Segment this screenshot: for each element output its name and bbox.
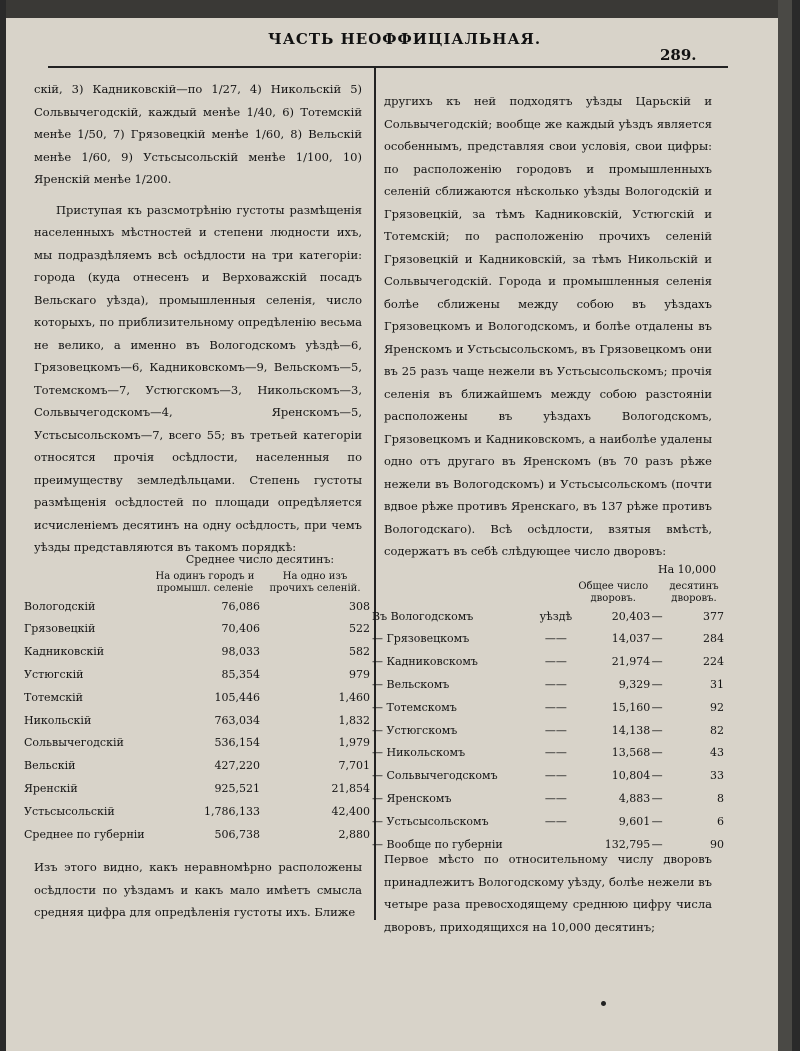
households-per-10000: 90 bbox=[710, 837, 724, 851]
table-row bbox=[24, 800, 370, 823]
table-row-total: — Вообще по губерніи 132,795 — 90 bbox=[372, 833, 724, 856]
right-bottom-paragraph: Первое мѣсто по относительному числу дворовъ принадлежитъ Вологодскому уѣзду, болѣе нежели въ четыре раза превосходящему среднюю цифру числа дворовъ, приходящихся на 10,000 десятинъ; bbox=[384, 852, 712, 934]
table-row: — Вельскомъ —— 9,329 — 31 bbox=[372, 673, 724, 696]
table-row: — Грязовецкомъ —— 14,037 — 284 bbox=[372, 628, 724, 651]
district-name: Тотемскій bbox=[24, 690, 83, 704]
left-table-col2-header: На одно изъ прочихъ селеній. bbox=[269, 570, 361, 594]
scan-edge-top bbox=[6, 0, 792, 18]
households-total: 14,138 bbox=[611, 723, 651, 737]
right-table-col2-header: десятинъ дворовъ. bbox=[669, 580, 719, 604]
value-towns: 85,354 bbox=[221, 668, 260, 682]
right-column bbox=[384, 90, 712, 563]
table-row: — Кадниковскомъ —— 21,974 — 224 bbox=[372, 650, 724, 673]
district-name: — Устьсысольскомъ bbox=[372, 814, 489, 828]
value-villages: 7,701 bbox=[338, 759, 370, 773]
district-name: Среднее по губерніи bbox=[24, 827, 145, 841]
right-table-body bbox=[372, 605, 724, 856]
households-per-10000: 43 bbox=[710, 746, 724, 760]
district-name: Сольвычегодскій bbox=[24, 736, 124, 750]
district-name: — Никольскомъ bbox=[372, 746, 466, 760]
table-row: — Тотемскомъ —— 15,160 — 92 bbox=[372, 696, 724, 719]
value-villages: 2,880 bbox=[338, 827, 370, 841]
left-table-caption: Среднее число десятинъ: bbox=[185, 552, 335, 566]
district-name: Устьсысольскій bbox=[24, 804, 115, 818]
running-header: ЧАСТЬ НЕОФФИЦІАЛЬНАЯ. bbox=[268, 30, 542, 48]
households-total: 21,974 bbox=[611, 655, 651, 669]
left-table bbox=[24, 548, 370, 846]
value-towns: 427,220 bbox=[214, 759, 260, 773]
table-row bbox=[24, 640, 370, 663]
households-per-10000: 284 bbox=[703, 632, 724, 646]
left-table-col1-header: На одинъ городъ и промышл. селеніе bbox=[155, 570, 255, 594]
table-row: — Никольскомъ —— 13,568 — 43 bbox=[372, 742, 724, 765]
district-name: — Яренскомъ bbox=[372, 792, 452, 806]
value-villages: 42,400 bbox=[331, 804, 370, 818]
households-per-10000: 33 bbox=[710, 769, 724, 783]
table-row bbox=[24, 709, 370, 732]
households-per-10000: 92 bbox=[710, 700, 724, 714]
district-name: Вельскій bbox=[24, 759, 76, 773]
scan-edge-right bbox=[778, 0, 792, 1051]
households-per-10000: 82 bbox=[710, 723, 724, 737]
table-row: — Сольвычегодскомъ —— 10,804 — 33 bbox=[372, 764, 724, 787]
households-per-10000: 6 bbox=[717, 814, 724, 828]
table-row: Въ Вологодскомъ уѣздѣ 20,403 — 377 bbox=[372, 605, 724, 628]
value-villages: 1,460 bbox=[338, 690, 370, 704]
value-villages: 21,854 bbox=[331, 782, 370, 796]
table-row bbox=[24, 777, 370, 800]
households-total: 10,804 bbox=[611, 769, 651, 783]
households-total: 4,883 bbox=[618, 792, 651, 806]
value-towns: 98,033 bbox=[221, 645, 260, 659]
left-bottom-paragraph: Изъ этого видно, какъ неравномѣрно расположены осѣдлости по уѣздамъ и какъ мало имѣетъ смысла средняя цифра для опредѣленія густоты ихъ. Ближе bbox=[34, 860, 362, 919]
value-towns: 70,406 bbox=[221, 622, 260, 636]
table-row: — Яренскомъ —— 4,883 — 8 bbox=[372, 787, 724, 810]
value-towns: 925,521 bbox=[214, 782, 260, 796]
households-per-10000: 8 bbox=[717, 792, 724, 806]
households-per-10000: 377 bbox=[703, 609, 724, 623]
table-row bbox=[24, 618, 370, 641]
value-towns: 1,786,133 bbox=[204, 804, 260, 818]
value-towns: 536,154 bbox=[214, 736, 260, 750]
district-name: — Вельскомъ bbox=[372, 678, 450, 692]
table-row: — Устюгскомъ —— 14,138 — 82 bbox=[372, 719, 724, 742]
left-column bbox=[34, 78, 362, 559]
households-per-10000: 224 bbox=[703, 655, 724, 669]
page-number: 289. bbox=[660, 46, 697, 64]
value-towns: 76,086 bbox=[221, 599, 260, 613]
table-row bbox=[24, 754, 370, 777]
left-paragraph-2: Приступая къ разсмотрѣнію густоты размѣщенія населенныхъ мѣстностей и степени людности ихъ, мы подраздѣляемъ всѣ осѣдлости на три категоріи: города (куда отнесенъ и Верховажскій посадъ Вельскаго уѣзда), промышленныя селенія, число которыхъ, по приблизительному опредѣленію весьма не велико, а именно въ Вологодскомъ уѣздѣ—6, Грязовецкомъ—6, Кадниковскомъ—9, Вельскомъ—5, Тотемскомъ—7, Устюгскомъ—3, Никольскомъ—3, Сольвычегодскомъ—4, Яренскомъ—5, Устьсысольскомъ—7, всего 55; въ третьей категоріи относятся прочія осѣдлости, населенныя по преимуществу земледѣльцами. Степень густоты размѣщенія осѣдлостей по площади опредѣляется исчисленіемъ десятинъ на одну осѣдлость, при чемъ уѣзды представляются въ такомъ порядкѣ: bbox=[34, 202, 362, 554]
table-row: — Устьсысольскомъ —— 9,601 — 6 bbox=[372, 810, 724, 833]
value-villages: 522 bbox=[349, 622, 370, 636]
value-villages: 582 bbox=[349, 645, 370, 659]
value-towns: 105,446 bbox=[214, 690, 260, 704]
district-name: — Кадниковскомъ bbox=[372, 655, 478, 669]
district-name: Никольскій bbox=[24, 713, 92, 727]
district-name: Въ Вологодскомъ bbox=[372, 609, 474, 623]
district-name: Кадниковскій bbox=[24, 645, 105, 659]
households-total: 14,037 bbox=[611, 632, 651, 646]
header-rule bbox=[48, 66, 728, 68]
uezd-label: уѣздѣ bbox=[539, 609, 573, 623]
district-name: — Устюгскомъ bbox=[372, 723, 458, 737]
value-villages: 979 bbox=[349, 668, 370, 682]
value-villages: 308 bbox=[349, 599, 370, 613]
document-page bbox=[6, 0, 792, 1051]
households-per-10000: 31 bbox=[710, 678, 724, 692]
left-paragraph-1: скій, 3) Кадниковскій—по 1/27, 4) Никольскій 5) Сольвычегодскій, каждый менѣе 1/40, 6) Тотемскій менѣе 1/50, 7) Грязовецкій менѣе 1/60, 8) Вельскій менѣе 1/60, 9) Устьсысольскій менѣе 1/100, 10) Яренскій менѣе 1/200. bbox=[34, 82, 362, 186]
table-row bbox=[24, 732, 370, 755]
district-name: Вологодскій bbox=[24, 599, 96, 613]
left-table-body bbox=[24, 595, 370, 846]
district-name: Устюгскій bbox=[24, 668, 84, 682]
households-total: 13,568 bbox=[611, 746, 651, 760]
households-total: 132,795 bbox=[604, 837, 651, 851]
district-name: — Сольвычегодскомъ bbox=[372, 769, 498, 783]
households-total: 9,601 bbox=[618, 814, 651, 828]
table-row bbox=[24, 595, 370, 618]
households-total: 15,160 bbox=[611, 700, 651, 714]
right-paragraph-1: другихъ къ ней подходятъ уѣзды Царьскій и Сольвычегодскій; вообще же каждый уѣздъ является особеннымъ, представляя свои условія, свои цифры: по расположенію городовъ и промышленныхъ селеній сближаются нѣсколько уѣзды Вологодскій и Грязовецкій, за тѣмъ Кадниковскій, Устюгскій и Тотемскій; по расположенію прочихъ селеній Грязовецкій и Кадниковскій, за тѣмъ Никольскій и Сольвычегодскій. Города и промышленныя селенія болѣе сближены между собою въ уѣздахъ Грязовецкомъ и Вологодскомъ, и болѣе отдалены въ Яренскомъ и Устьсысольскомъ, въ Грязовецкомъ они въ 25 разъ чаще нежели въ Устьсысольскомъ; прочія селенія въ ближайшемъ между собою разстояніи расположены въ уѣздахъ Вологодскомъ, Грязовецкомъ и Кадниковскомъ, а наиболѣе удалены одно отъ другаго въ Яренскомъ (въ 70 разъ рѣже нежели въ Вологодскомъ) и Устьсысольскомъ (почти вдвое рѣже противъ Яренскаго, въ 137 рѣже противъ Вологодскаго). Всѣ осѣдлости, взятыя вмѣстѣ, содержатъ въ себѣ слѣдующее число дворовъ: bbox=[384, 94, 712, 558]
value-towns: 763,034 bbox=[214, 713, 260, 727]
district-name: Грязовецкій bbox=[24, 622, 96, 636]
value-villages: 1,979 bbox=[338, 736, 370, 750]
households-total: 20,403 bbox=[611, 609, 651, 623]
table-row bbox=[24, 663, 370, 686]
ink-speck bbox=[601, 1001, 606, 1006]
table-row-average bbox=[24, 823, 370, 846]
table-row bbox=[24, 686, 370, 709]
district-name: Яренскій bbox=[24, 782, 78, 796]
households-total: 9,329 bbox=[618, 678, 651, 692]
district-name: — Грязовецкомъ bbox=[372, 632, 470, 646]
value-villages: 1,832 bbox=[338, 713, 370, 727]
value-towns: 506,738 bbox=[214, 827, 260, 841]
right-table bbox=[372, 558, 724, 856]
district-name: — Вообще по губерніи bbox=[372, 837, 503, 851]
district-name: — Тотемскомъ bbox=[372, 700, 457, 714]
right-table-col1-header: Общее число дворовъ. bbox=[578, 580, 649, 604]
right-table-group-header: На 10,000 bbox=[658, 562, 717, 576]
